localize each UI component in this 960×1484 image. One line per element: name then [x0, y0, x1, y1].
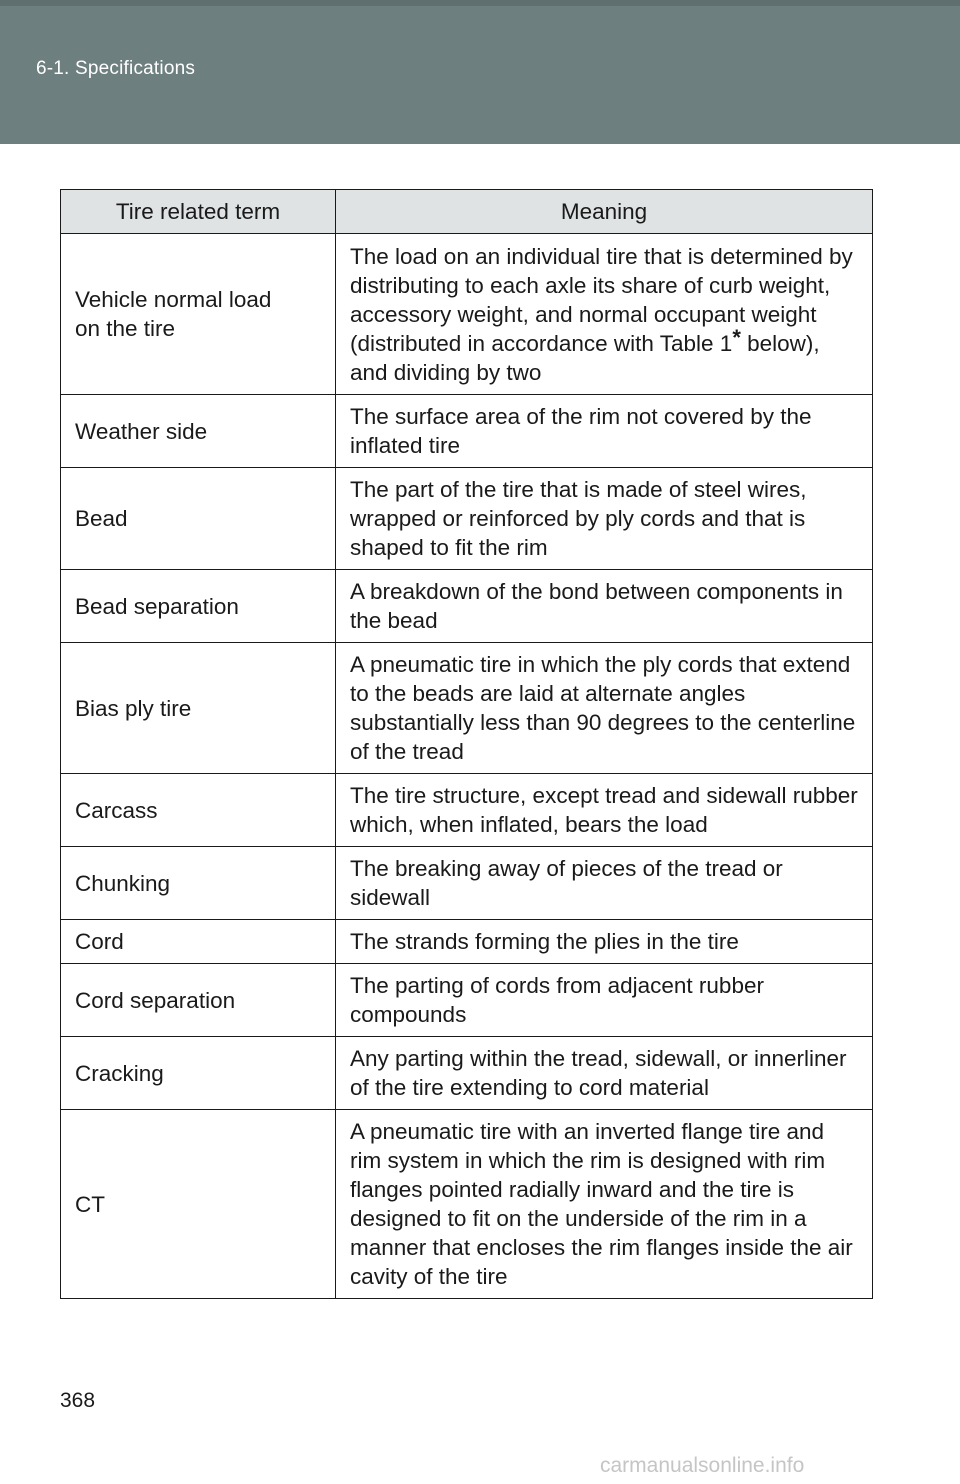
meaning-cell: The breaking away of pieces of the tread or sidewall	[336, 847, 873, 920]
table-row	[61, 234, 873, 395]
meaning-cell: A pneumatic tire in which the ply cords that extend to the beads are laid at alternate angles substantially less than 90 degrees to the centerline of the tread	[336, 643, 873, 774]
section-title: 6-1. Specifications	[36, 58, 196, 79]
term-cell: Cord separation	[61, 964, 336, 1037]
table-row	[61, 468, 873, 570]
term-cell: Chunking	[61, 847, 336, 920]
term-cell: Bead	[61, 468, 336, 570]
meaning-cell: The parting of cords from adjacent rubber compounds	[336, 964, 873, 1037]
watermark: carmanualsonline.info	[600, 1454, 805, 1477]
meaning-text-tail: below), and dividing by two	[350, 330, 820, 385]
header-top-strip	[0, 0, 960, 6]
table-row	[61, 395, 873, 468]
page-number: 368	[60, 1389, 96, 1412]
table-row	[61, 1037, 873, 1110]
term-cell: Vehicle normal load on the tire	[61, 234, 336, 395]
meaning-cell: A pneumatic tire with an inverted flange tire and rim system in which the rim is designed with rim flanges pointed radially inward and the tire is designed to fit on the underside of the rim in a manner that encloses the rim flanges inside the air cavity of the tire	[336, 1110, 873, 1299]
term-cell: Bead separation	[61, 570, 336, 643]
table-header-row	[61, 190, 873, 234]
meaning-cell: A breakdown of the bond between components in the bead	[336, 570, 873, 643]
meaning-text: The load on an individual tire that is determined by distributing to each axle its share of curb weight, accessory weight, and normal occupant weight (distributed in accordance with Table 1	[350, 243, 853, 356]
table-row	[61, 570, 873, 643]
term-cell: Bias ply tire	[61, 643, 336, 774]
term-cell: Cracking	[61, 1037, 336, 1110]
table-row	[61, 964, 873, 1037]
column-header-term: Tire related term	[61, 190, 336, 234]
footnote-mark: *	[732, 324, 741, 350]
table-row	[61, 643, 873, 774]
table-row	[61, 1110, 873, 1299]
meaning-cell: The tire structure, except tread and sidewall rubber which, when inflated, bears the load	[336, 774, 873, 847]
table-row	[61, 774, 873, 847]
table-row	[61, 847, 873, 920]
term-cell: CT	[61, 1110, 336, 1299]
term-cell: Weather side	[61, 395, 336, 468]
meaning-cell: Any parting within the tread, sidewall, or innerliner of the tire extending to cord material	[336, 1037, 873, 1110]
meaning-cell: The part of the tire that is made of steel wires, wrapped or reinforced by ply cords and that is shaped to fit the rim	[336, 468, 873, 570]
meaning-cell	[336, 234, 873, 395]
term-cell: Cord	[61, 920, 336, 964]
table-row	[61, 920, 873, 964]
term-cell: Carcass	[61, 774, 336, 847]
page-header	[0, 0, 960, 144]
meaning-cell: The surface area of the rim not covered by the inflated tire	[336, 395, 873, 468]
column-header-meaning: Meaning	[336, 190, 873, 234]
tire-terms-table	[60, 189, 873, 1299]
meaning-cell: The strands forming the plies in the tire	[336, 920, 873, 964]
